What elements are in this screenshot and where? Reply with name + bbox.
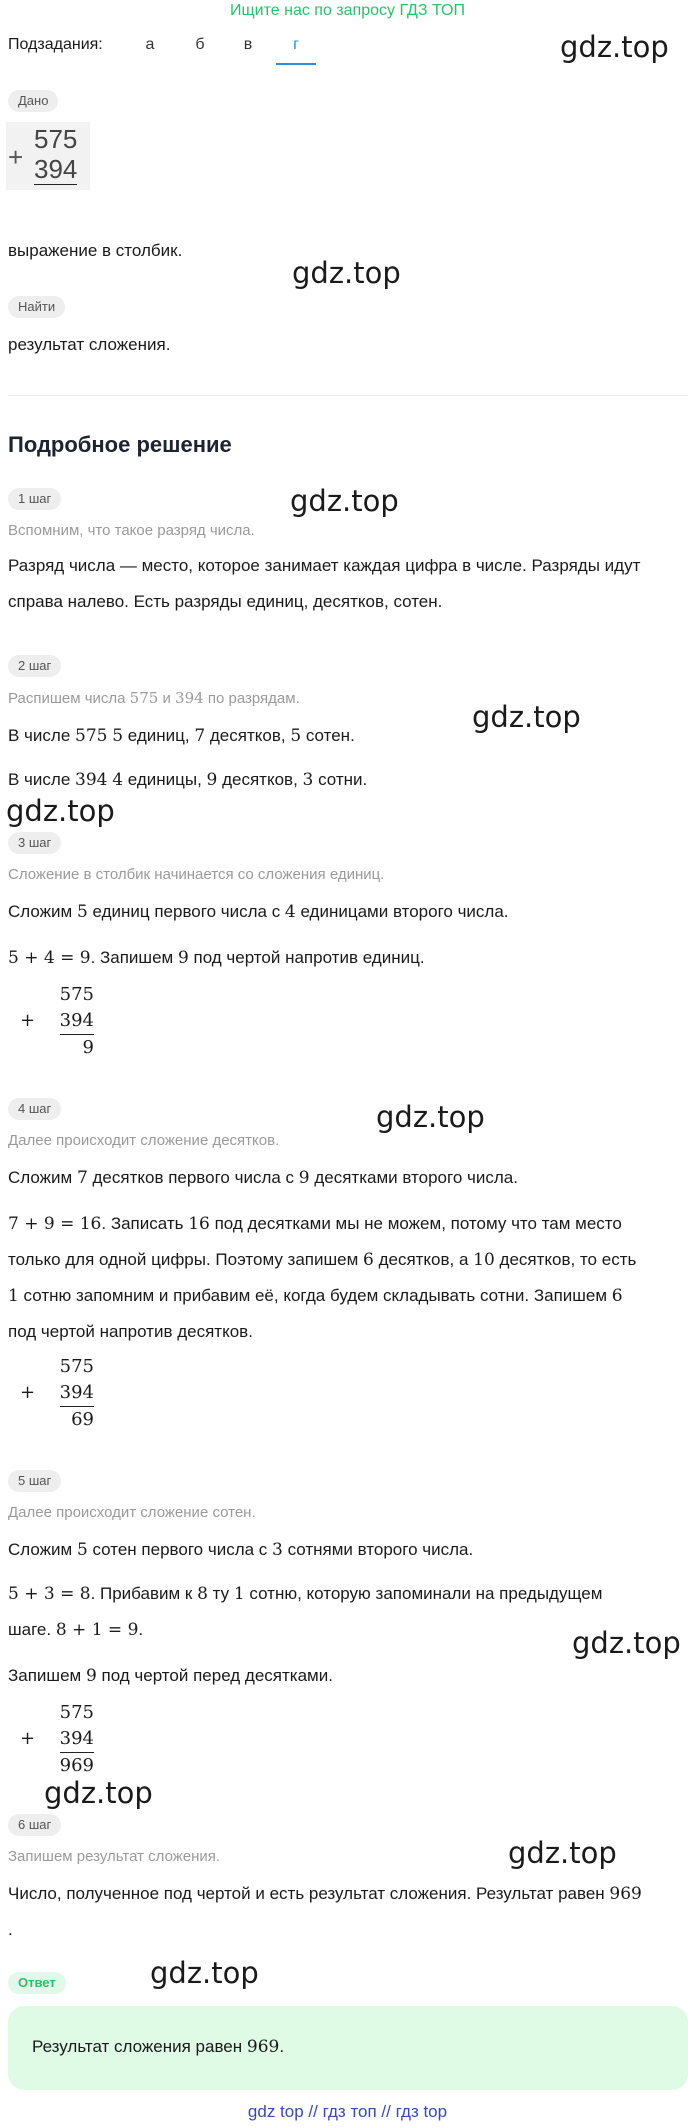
find-tag: Найти	[8, 296, 65, 318]
top-banner: Ищите нас по запросу ГДЗ ТОП	[230, 2, 465, 19]
given-number-a: 575	[34, 124, 78, 154]
step-5-hint: Далее происходит сложение сотен.	[8, 1504, 256, 1521]
divider	[8, 395, 688, 396]
step-4-column-addition	[8, 1354, 94, 1434]
step-3-line-2: 5 + 4 = 9. Запишем 9 под чертой напротив единиц.	[8, 948, 425, 968]
step-6-hint: Запишем результат сложения.	[8, 1848, 221, 1865]
step-6-line-2: .	[8, 1920, 13, 1939]
watermark: gdz.top	[472, 700, 581, 734]
step-5-column-addition	[8, 1700, 94, 1780]
watermark: gdz.top	[508, 1836, 617, 1870]
step-1-tag: 1 шаг	[8, 488, 61, 510]
step-6-tag: 6 шаг	[8, 1814, 61, 1836]
step-5-tag: 5 шаг	[8, 1470, 61, 1492]
solution-title: Подробное решение	[8, 432, 232, 457]
addend-b: 394	[60, 1726, 94, 1753]
addend-b: 394	[60, 1008, 94, 1035]
step-4-para-1: 7 + 9 = 16. Записать 16 под десятками мы не можем, потому что там место	[8, 1214, 622, 1234]
step-1-line-1: Разряд числа — место, которое занимает каждая цифра в числе. Разряды идут	[8, 556, 641, 575]
subtasks-label: Подзадания:	[8, 36, 103, 53]
step-5-para-2: шаге. 8 + 1 = 9.	[8, 1620, 144, 1640]
watermark: gdz.top	[376, 1100, 485, 1134]
watermark: gdz.top	[560, 30, 669, 64]
step-1-line-2: справа налево. Есть разряды единиц, десятков, сотен.	[8, 592, 443, 611]
step-3-hint: Сложение в столбик начинается со сложения единиц.	[8, 866, 385, 883]
step-4-line-1: Сложим 7 десятков первого числа с 9 десятками второго числа.	[8, 1168, 518, 1188]
step-3-column-addition	[8, 982, 94, 1062]
watermark: gdz.top	[6, 794, 115, 828]
answer-text: Результат сложения равен 969.	[32, 2037, 285, 2057]
watermark: gdz.top	[290, 484, 399, 518]
sum-result: 9	[82, 1037, 94, 1058]
watermark: gdz.top	[292, 256, 401, 290]
tab-b[interactable]: б	[195, 36, 205, 53]
step-6-line-1: Число, полученное под чертой и есть результат сложения. Результат равен 969	[8, 1884, 642, 1904]
watermark: gdz.top	[150, 1956, 259, 1990]
watermark: gdz.top	[572, 1626, 681, 1660]
step-5-line-1: Сложим 5 сотен первого числа с 3 сотнями второго числа.	[8, 1540, 474, 1560]
step-2-tag: 2 шаг	[8, 655, 61, 677]
given-number-b: 394	[34, 154, 78, 184]
step-2-line-2: В числе 394 4 единицы, 9 десятков, 3 сотни.	[8, 770, 368, 790]
find-text: результат сложения.	[8, 335, 171, 354]
addend-a: 575	[59, 984, 94, 1005]
addend-b: 394	[60, 1380, 94, 1407]
step-2-hint: Распишем числа 575 и 394 по разрядам.	[8, 689, 300, 707]
sum-result: 69	[71, 1409, 94, 1430]
footer-links[interactable]: gdz top // гдз топ // гдз top	[247, 2102, 448, 2121]
sum-result: 969	[59, 1755, 94, 1776]
watermark: gdz.top	[44, 1776, 153, 1810]
step-4-hint: Далее происходит сложение десятков.	[8, 1132, 280, 1149]
step-4-para-3: 1 сотню запомним и прибавим её, когда будем складывать сотни. Запишем 6	[8, 1286, 623, 1306]
step-5-line-3: Запишем 9 под чертой перед десятками.	[8, 1666, 333, 1686]
step-4-tag: 4 шаг	[8, 1098, 61, 1120]
tab-a[interactable]: а	[145, 36, 155, 53]
plus-sign: +	[20, 1728, 36, 1749]
plus-sign: +	[20, 1382, 36, 1403]
answer-tag: Ответ	[8, 1972, 66, 1994]
active-tab-underline	[276, 63, 316, 65]
step-2-line-1: В числе 575 5 единиц, 7 десятков, 5 сотен.	[8, 726, 355, 746]
plus-sign: +	[20, 1010, 36, 1031]
given-plus: +	[8, 142, 24, 172]
step-3-tag: 3 шаг	[8, 832, 61, 854]
step-4-para-4: под чертой напротив десятков.	[8, 1322, 253, 1341]
step-5-para-1: 5 + 3 = 8. Прибавим к 8 ту 1 сотню, которую запоминали на предыдущем	[8, 1584, 603, 1604]
addend-a: 575	[59, 1356, 94, 1377]
step-3-line-1: Сложим 5 единиц первого числа с 4 единицами второго числа.	[8, 902, 509, 922]
step-4-para-2: только для одной цифры. Поэтому запишем 6 десятков, а 10 десятков, то есть	[8, 1250, 637, 1270]
step-1-hint: Вспомним, что такое разряд числа.	[8, 522, 255, 539]
tab-v[interactable]: в	[243, 36, 253, 53]
addend-a: 575	[59, 1702, 94, 1723]
given-tag: Дано	[8, 90, 58, 112]
tab-g[interactable]: г	[293, 36, 299, 53]
given-text: выражение в столбик.	[8, 241, 183, 260]
